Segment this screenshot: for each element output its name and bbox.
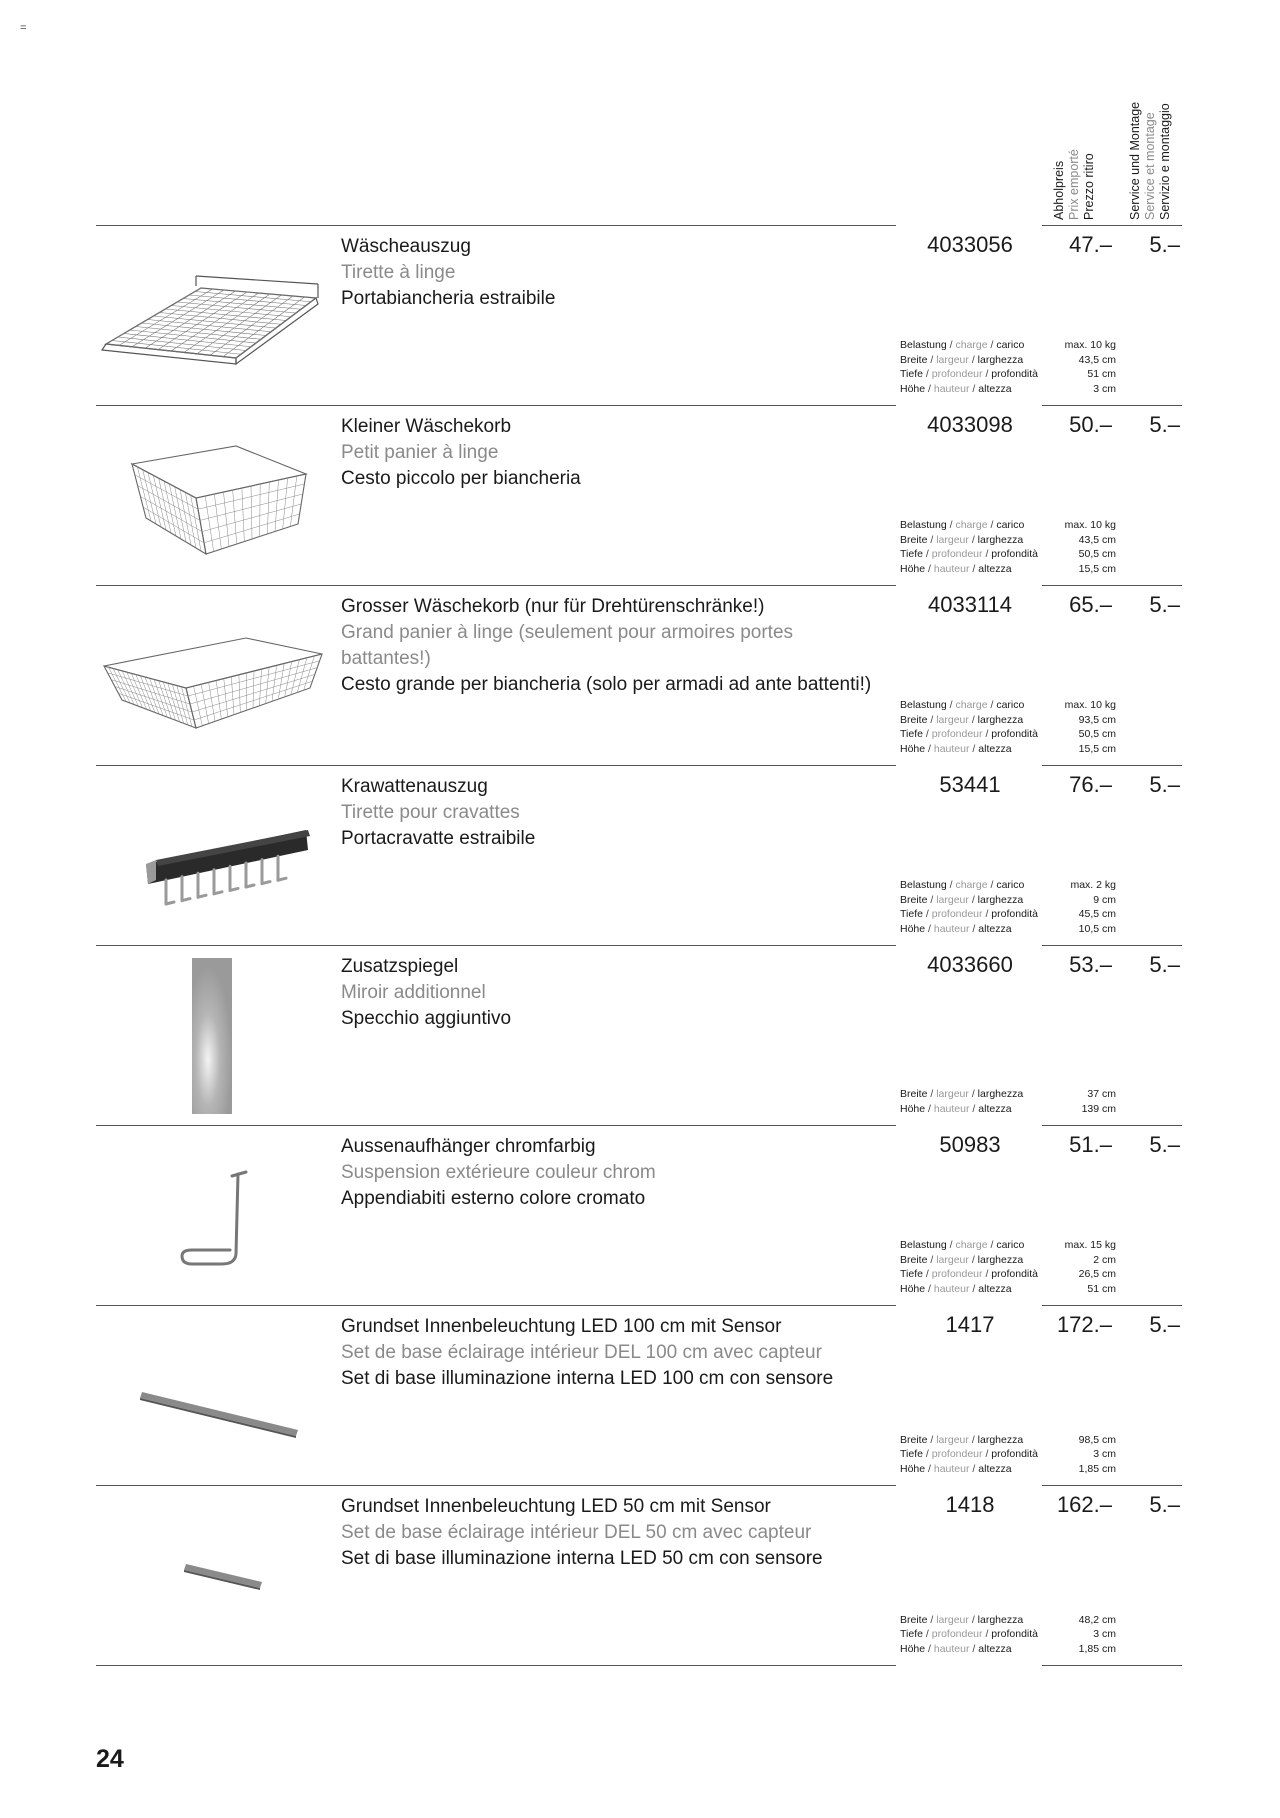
spec-width (900, 1613, 1116, 1628)
product-name-it: Set di base illuminazione interna LED 50 cm con sensore (341, 1548, 823, 1569)
product-name-de: Grosser Wäschekorb (nur für Drehtürenschränke!) (341, 596, 765, 617)
header-price-fr: Prix emporté (1067, 149, 1081, 220)
spec-height (900, 742, 1116, 757)
spec-label: Breite / largeur / larghezza (900, 1613, 1024, 1626)
product-name-fr: Grand panier à linge (seulement pour armoires portes battantes!) (341, 622, 794, 669)
spec-value: 26,5 cm (1078, 1268, 1116, 1280)
product-name-fr: Petit panier à linge (341, 442, 499, 463)
spec-height (900, 1462, 1116, 1477)
product-name-it: Cesto grande per biancheria (solo per armadi ad ante battenti!) (341, 674, 872, 695)
led-bar-short-icon (96, 1496, 326, 1656)
header-service-fr: Service et montage (1143, 112, 1157, 220)
spec-value: 43,5 cm (1078, 533, 1116, 546)
article-number: 4033660 (927, 952, 1013, 977)
article-number: 4033056 (927, 232, 1013, 257)
header-service-it: Servizio e montaggio (1158, 103, 1172, 220)
product-name-it: Portabiancheria estraibile (341, 288, 556, 309)
spec-value: max. 2 kg (1070, 879, 1116, 891)
tie-rack-icon (96, 776, 326, 936)
header-service-de: Service und Montage (1128, 101, 1142, 220)
price-column-header (1052, 120, 1097, 220)
service-column-header (1128, 60, 1173, 220)
product-names (341, 414, 881, 492)
spec-value: 10,5 cm (1078, 922, 1116, 935)
article-number: 50983 (939, 1132, 1001, 1157)
spec-label: Belastung / charge / carico (900, 519, 1025, 531)
spec-list (900, 878, 1116, 936)
pickup-price: 53.– (1069, 952, 1112, 977)
pickup-price: 50.– (1069, 412, 1112, 437)
product-name-it: Appendiabiti esterno colore cromato (341, 1188, 646, 1209)
hanger-hook-icon (96, 1136, 326, 1296)
product-names (341, 594, 881, 698)
product-name-de: Wäscheauszug (341, 236, 471, 257)
product-names (341, 234, 881, 312)
product-name-fr: Tirette à linge (341, 262, 456, 283)
spec-label: Belastung / charge / carico (900, 879, 1025, 891)
spec-value: 43,5 cm (1078, 353, 1116, 366)
spec-depth (900, 907, 1116, 922)
spec-value: 45,5 cm (1078, 908, 1116, 920)
header-price-de: Abholpreis (1052, 160, 1066, 220)
spec-value: max. 15 kg (1064, 1239, 1116, 1251)
service-price: 5.– (1149, 232, 1180, 257)
spec-width (900, 353, 1116, 368)
spec-depth (900, 1267, 1116, 1282)
spec-value: 50,5 cm (1078, 728, 1116, 740)
pickup-price: 162.– (1056, 1492, 1112, 1517)
spec-label: Belastung / charge / carico (900, 339, 1025, 351)
product-name-it: Set di base illuminazione interna LED 100 cm con sensore (341, 1368, 834, 1389)
spec-width (900, 1087, 1116, 1102)
service-price: 5.– (1149, 592, 1180, 617)
product-names (341, 1494, 881, 1572)
service-price: 5.– (1149, 1132, 1180, 1157)
product-name-it: Cesto piccolo per biancheria (341, 468, 581, 489)
spec-list (900, 1433, 1116, 1477)
pickup-price: 76.– (1069, 772, 1112, 797)
spec-depth (900, 367, 1116, 382)
spec-depth (900, 1627, 1116, 1642)
spec-depth (900, 727, 1116, 742)
product-row (0, 226, 1280, 406)
row-divider (1042, 1665, 1124, 1666)
spec-value: max. 10 kg (1064, 519, 1116, 531)
pickup-price: 65.– (1069, 592, 1112, 617)
spec-label: Belastung / charge / carico (900, 1239, 1025, 1251)
pickup-price: 51.– (1069, 1132, 1112, 1157)
spec-label: Breite / largeur / larghezza (900, 1433, 1024, 1446)
spec-value: max. 10 kg (1064, 339, 1116, 351)
product-row (0, 406, 1280, 586)
spec-value: 93,5 cm (1078, 713, 1116, 726)
spec-label: Tiefe / profondeur / profondità (900, 1448, 1038, 1460)
product-row (0, 586, 1280, 766)
product-name-de: Aussenaufhänger chromfarbig (341, 1136, 596, 1157)
row-divider (96, 1665, 896, 1666)
spec-label: Tiefe / profondeur / profondità (900, 908, 1038, 920)
article-number: 4033098 (927, 412, 1013, 437)
product-row (0, 1306, 1280, 1486)
spec-label: Breite / largeur / larghezza (900, 713, 1024, 726)
product-name-fr: Suspension extérieure couleur chrom (341, 1162, 656, 1183)
product-name-it: Specchio aggiuntivo (341, 1008, 512, 1029)
spec-load (900, 338, 1116, 353)
spec-value: 37 cm (1087, 1088, 1116, 1100)
spec-height (900, 1642, 1116, 1657)
spec-load (900, 1238, 1116, 1253)
spec-height (900, 1102, 1116, 1117)
spec-load (900, 518, 1116, 533)
spec-label: Tiefe / profondeur / profondità (900, 1628, 1038, 1640)
led-bar-long-icon (96, 1316, 326, 1476)
spec-height (900, 382, 1116, 397)
spec-label: Breite / largeur / larghezza (900, 353, 1024, 366)
spec-depth (900, 1447, 1116, 1462)
article-number: 4033114 (927, 592, 1012, 617)
product-names (341, 774, 881, 852)
spec-label: Höhe / hauteur / altezza (900, 1642, 1012, 1655)
header-price-it: Prezzo ritiro (1082, 153, 1096, 220)
top-mark: = (20, 22, 27, 34)
spec-label: Tiefe / profondeur / profondità (900, 548, 1038, 560)
spec-width (900, 533, 1116, 548)
product-name-fr: Miroir additionnel (341, 982, 486, 1003)
product-name-de: Grundset Innenbeleuchtung LED 50 cm mit Sensor (341, 1496, 771, 1517)
wire-basket-large-icon (96, 596, 326, 756)
spec-label: Breite / largeur / larghezza (900, 1253, 1024, 1266)
product-name-de: Zusatzspiegel (341, 956, 459, 977)
spec-list (900, 698, 1116, 756)
row-divider (1120, 1665, 1182, 1666)
product-row (0, 766, 1280, 946)
spec-label: Höhe / hauteur / altezza (900, 1102, 1012, 1115)
spec-value: 15,5 cm (1078, 742, 1116, 755)
spec-value: 15,5 cm (1078, 562, 1116, 575)
service-price: 5.– (1149, 1312, 1180, 1337)
product-name-fr: Tirette pour cravattes (341, 802, 520, 823)
product-row (0, 1126, 1280, 1306)
product-names (341, 1134, 881, 1212)
article-number: 53441 (939, 772, 1001, 797)
mirror-icon (96, 956, 326, 1116)
service-price: 5.– (1149, 1492, 1180, 1517)
service-price: 5.– (1149, 412, 1180, 437)
spec-label: Höhe / hauteur / altezza (900, 382, 1012, 395)
spec-value: 98,5 cm (1078, 1433, 1116, 1446)
spec-value: 1,85 cm (1078, 1462, 1116, 1475)
service-price: 5.– (1149, 772, 1180, 797)
spec-label: Tiefe / profondeur / profondità (900, 728, 1038, 740)
spec-value: 48,2 cm (1078, 1613, 1116, 1626)
spec-load (900, 878, 1116, 893)
article-number: 1418 (945, 1492, 995, 1517)
spec-value: 3 cm (1093, 1448, 1116, 1460)
spec-height (900, 922, 1116, 937)
spec-height (900, 562, 1116, 577)
spec-width (900, 893, 1116, 908)
spec-label: Breite / largeur / larghezza (900, 893, 1024, 906)
spec-label: Breite / largeur / larghezza (900, 1088, 1024, 1100)
product-name-fr: Set de base éclairage intérieur DEL 50 cm avec capteur (341, 1522, 812, 1543)
spec-label: Breite / largeur / larghezza (900, 533, 1024, 546)
spec-load (900, 698, 1116, 713)
service-price: 5.– (1149, 952, 1180, 977)
product-names (341, 1314, 881, 1392)
spec-list (900, 1238, 1116, 1296)
pickup-price: 172.– (1056, 1312, 1112, 1337)
product-row (0, 946, 1280, 1126)
spec-depth (900, 547, 1116, 562)
product-name-fr: Set de base éclairage intérieur DEL 100 cm avec capteur (341, 1342, 822, 1363)
spec-height (900, 1282, 1116, 1297)
pickup-price: 47.– (1069, 232, 1112, 257)
spec-value: 50,5 cm (1078, 548, 1116, 560)
spec-value: 139 cm (1081, 1102, 1116, 1115)
product-name-it: Portacravatte estraibile (341, 828, 536, 849)
product-name-de: Kleiner Wäschekorb (341, 416, 512, 437)
product-name-de: Grundset Innenbeleuchtung LED 100 cm mit Sensor (341, 1316, 782, 1337)
spec-width (900, 1253, 1116, 1268)
spec-label: Höhe / hauteur / altezza (900, 742, 1012, 755)
spec-label: Höhe / hauteur / altezza (900, 562, 1012, 575)
article-number: 1417 (945, 1312, 995, 1337)
product-names (341, 954, 881, 1032)
spec-value: 9 cm (1093, 893, 1116, 906)
spec-value: 2 cm (1093, 1253, 1116, 1266)
spec-list (900, 1087, 1116, 1116)
spec-label: Höhe / hauteur / altezza (900, 1462, 1012, 1475)
spec-label: Höhe / hauteur / altezza (900, 922, 1012, 935)
product-row (0, 1486, 1280, 1666)
spec-label: Tiefe / profondeur / profondità (900, 1268, 1038, 1280)
spec-value: max. 10 kg (1064, 699, 1116, 711)
spec-value: 3 cm (1093, 1628, 1116, 1640)
spec-value: 3 cm (1093, 382, 1116, 395)
spec-list (900, 338, 1116, 396)
spec-list (900, 518, 1116, 576)
spec-value: 51 cm (1087, 1282, 1116, 1295)
spec-list (900, 1613, 1116, 1657)
product-name-de: Krawattenauszug (341, 776, 488, 797)
spec-value: 51 cm (1087, 368, 1116, 380)
wire-basket-small-icon (96, 416, 326, 576)
spec-width (900, 713, 1116, 728)
spec-label: Belastung / charge / carico (900, 699, 1025, 711)
spec-width (900, 1433, 1116, 1448)
spec-value: 1,85 cm (1078, 1642, 1116, 1655)
wire-shelf-icon (96, 236, 326, 396)
page-number: 24 (96, 1745, 124, 1773)
spec-label: Höhe / hauteur / altezza (900, 1282, 1012, 1295)
spec-label: Tiefe / profondeur / profondità (900, 368, 1038, 380)
